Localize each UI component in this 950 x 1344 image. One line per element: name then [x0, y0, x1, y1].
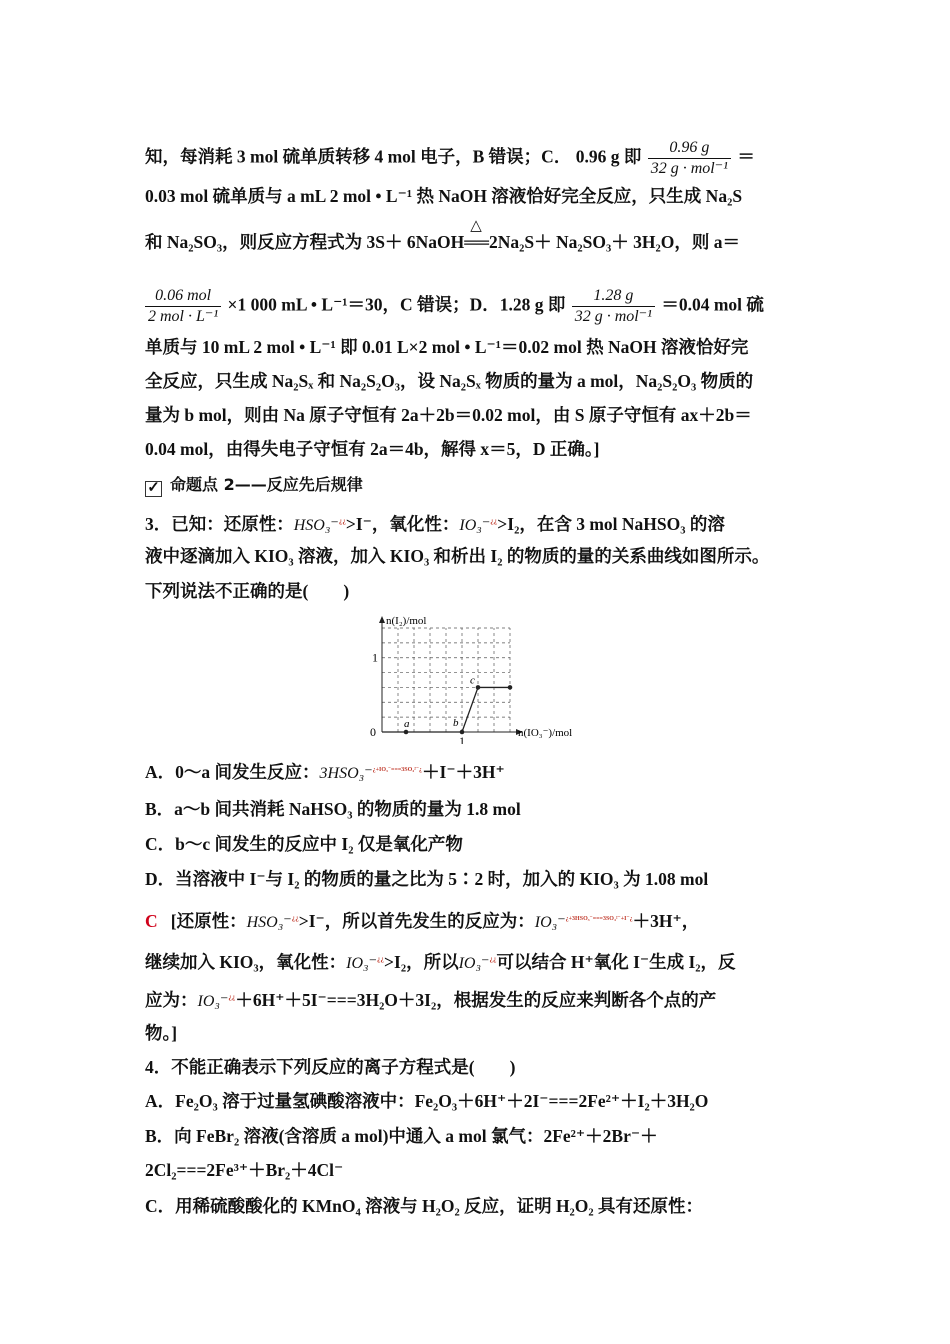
text-line-6: 全反应，只生成 Na₂Sₓ 和 Na₂S₂O₃，设 Na₂Sₓ 物质的量为 a mol，Na₂S₂O₃ 物质的	[145, 371, 754, 391]
option-c: C．b～c 间发生的反应中 I₂ 仅是氧化产物	[145, 834, 463, 854]
answer-letter: C	[145, 911, 158, 931]
text-segment: >I⁻，氧化性：	[345, 514, 460, 534]
text-segment: ＋3H⁺，	[632, 911, 700, 931]
question-4-option-b-line-1: B．向 FeBr₂ 溶液(含溶质 a mol)中通入 a mol 氯气：2Fe²⁺＋2Br⁻＋	[145, 1126, 658, 1146]
text-line-7: 量为 b mol，则由 Na 原子守恒有 2a＋2b＝0.02 mol，由 S 原子守恒有 ax＋2b＝	[145, 405, 752, 425]
y-axis-arrow	[379, 616, 385, 623]
question-4-option-b-line-2: 2Cl₂===2Fe³⁺＋Br₂＋4Cl⁻	[145, 1160, 344, 1180]
question-3-line-3: 下列说法不正确的是( )	[145, 581, 350, 601]
text-segment: ＋I⁻＋3H⁺	[422, 762, 505, 782]
heading-text: 命题点 2——反应先后规律	[170, 475, 363, 494]
heat-delta-icon: △	[470, 218, 482, 234]
fraction-denominator: 32 g · mol⁻¹	[650, 160, 728, 177]
text-segment: ＋6H⁺＋5I⁻===3H₂O＋3I₂，根据发生的反应来判断各个点的产	[235, 990, 717, 1010]
text-segment: ＝	[737, 146, 755, 167]
text-segment: 可以结合 H⁺氧化 I⁻生成 I₂，反	[496, 952, 736, 972]
question-4-option-c: C．用稀硫酸酸化的 KMnO₄ 溶液与 H₂O₂ 反应，证明 H₂O₂ 具有还原性：	[145, 1196, 704, 1216]
option-d: D．当溶液中 I⁻与 I₂ 的物质的量之比为 5∶2 时，加入的 KIO₃ 为 1.08 mol	[145, 869, 709, 889]
formula-hso3: HSO₃⁻	[246, 914, 292, 931]
point-label-c: c	[470, 674, 475, 687]
chart-point	[476, 685, 481, 690]
text-line-8: 0.04 mol，由得失电子守恒有 2a＝4b，解得 x＝5，D 正确。]	[145, 439, 600, 459]
formula-io3: IO₃⁻	[346, 955, 378, 972]
answer-line-2	[145, 947, 736, 976]
i2-vs-io3-chart	[360, 612, 590, 744]
text-line-4	[145, 286, 764, 327]
garbled-mark: ¿¿	[489, 955, 497, 963]
garbled-mark: ¿+IO₃⁻===3SO₄²⁻¿	[372, 767, 423, 773]
fraction-denominator: 32 g · mol⁻¹	[574, 308, 652, 325]
y-tick-label: 1	[372, 650, 378, 665]
point-label-a: a	[404, 718, 410, 730]
chart-point	[404, 730, 409, 735]
question-3-line-2: 液中逐滴加入 KIO₃ 溶液，加入 KIO₃ 和析出 I₂ 的物质的量的关系曲线如图所示。	[145, 546, 770, 566]
question-3-line-1	[145, 509, 725, 538]
fraction-numerator: 0.06 mol	[145, 286, 221, 307]
answer-line-3	[145, 985, 716, 1014]
x-axis-label: n(IO₃⁻)/mol	[518, 727, 573, 739]
text-line-5: 单质与 10 mL 2 mol • L⁻¹ 即 0.01 L×2 mol • L⁻¹＝0.02 mol 热 NaOH 溶液恰好完	[145, 337, 749, 357]
chart-grid	[382, 628, 510, 732]
garbled-mark: ¿¿	[377, 955, 385, 963]
text-segment: [还原性：	[170, 911, 247, 931]
x-tick-label: 1	[459, 734, 465, 744]
text-segment: 2Na₂S＋ Na₂SO₃＋ 3H₂O，则 a＝	[489, 232, 740, 252]
reaction-arrow: △ ══	[464, 230, 489, 254]
garbled-mark: ¿+3HSO₃⁻===3SO₄²⁻+I⁻¿	[565, 916, 633, 922]
text-segment: 继续加入 KIO₃，氧化性：	[145, 952, 347, 972]
text-segment: 知，每消耗 3 mol 硫单质转移 4 mol 电子，B 错误；C． 0.96 g 即	[145, 146, 642, 167]
option-a	[145, 758, 505, 786]
text-line-3	[145, 218, 740, 254]
y-axis-label: n(I₂)/mol	[386, 615, 427, 627]
checkbox-icon: ✓	[145, 481, 162, 497]
text-segment: 和 Na₂SO₃，则反应方程式为 3S＋ 6NaOH	[145, 232, 465, 252]
fraction-numerator: 1.28 g	[572, 286, 655, 307]
fraction	[572, 286, 655, 327]
fraction-numerator: 0.96 g	[648, 138, 731, 159]
garbled-mark: ¿¿	[338, 517, 346, 525]
garbled-mark: ¿¿	[228, 993, 236, 1001]
fraction	[145, 286, 221, 327]
answer-line-4: 物。]	[145, 1023, 178, 1043]
question-4: 4．不能正确表示下列反应的离子方程式是( )	[145, 1057, 516, 1077]
text-segment: >I⁻，所以首先发生的反应为：	[298, 911, 535, 931]
answer-line-1	[145, 906, 699, 935]
garbled-mark: ¿¿	[490, 517, 498, 525]
text-segment: A．0～a 间发生反应：	[145, 762, 320, 782]
section-heading	[145, 472, 363, 497]
option-b: B．a～b 间共消耗 NaHSO₃ 的物质的量为 1.8 mol	[145, 799, 521, 819]
text-segment: ×1 000 mL • L⁻¹＝30，C 错误；D．1.28 g 即	[227, 294, 566, 315]
text-line-1	[145, 138, 755, 179]
point-label-b: b	[453, 717, 459, 729]
garbled-mark: ¿¿	[291, 914, 299, 922]
text-segment: 应为：	[145, 990, 198, 1010]
formula-io3: IO₃⁻	[534, 914, 566, 931]
fraction-denominator: 2 mol · L⁻¹	[148, 308, 219, 325]
fraction	[648, 138, 731, 179]
chart-point	[508, 685, 513, 690]
chart-point	[460, 730, 465, 735]
question-4-option-a: A．Fe₂O₃ 溶于过量氢碘酸溶液中：Fe₂O₃＋6H⁺＋2I⁻===2Fe²⁺＋I₂＋3H₂O	[145, 1091, 709, 1111]
formula-io3: IO₃⁻	[458, 955, 490, 972]
formula-hso3: HSO₃⁻	[293, 517, 339, 534]
formula-io3: IO₃⁻	[459, 517, 491, 534]
text-segment: 3．已知：还原性：	[145, 514, 294, 534]
formula-io3: IO₃⁻	[197, 993, 229, 1010]
formula-hso3: 3HSO₃⁻	[319, 765, 373, 782]
text-line-2: 0.03 mol 硫单质与 a mL 2 mol • L⁻¹ 热 NaOH 溶液恰好完全反应，只生成 Na₂S	[145, 186, 743, 206]
text-segment: >I₂，所以	[384, 952, 459, 972]
text-segment: >I₂，在含 3 mol NaHSO₃ 的溶	[497, 514, 725, 534]
origin-label: 0	[370, 725, 376, 739]
text-segment: ＝0.04 mol 硫	[661, 294, 764, 315]
